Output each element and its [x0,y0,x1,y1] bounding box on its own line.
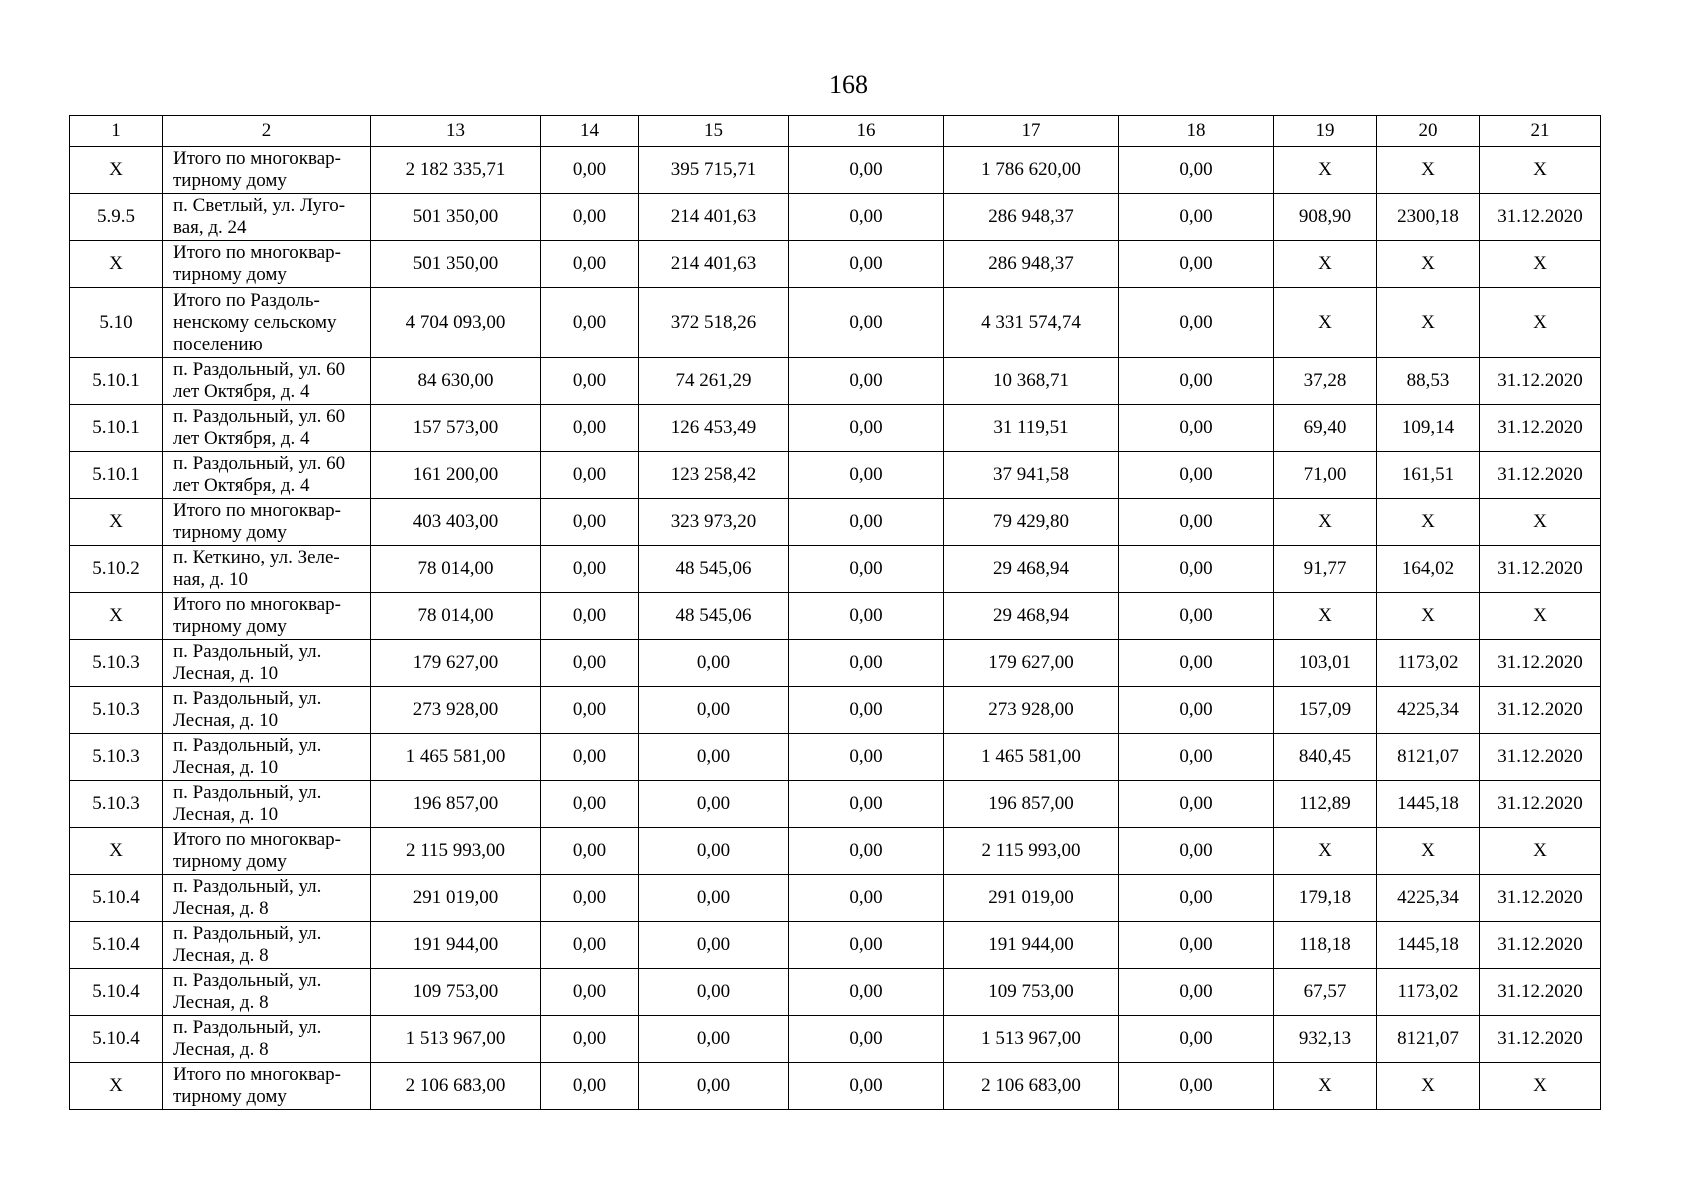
table-cell: 0,00 [789,593,944,640]
table-row [70,828,1601,875]
table-cell: 0,00 [1119,405,1274,452]
table-cell: 31.12.2020 [1480,781,1601,828]
table-cell: 0,00 [789,734,944,781]
table-cell: 403 403,00 [371,499,541,546]
table-cell: 1 786 620,00 [944,147,1119,194]
table-cell: 0,00 [789,828,944,875]
address-cell: п. Раздольный, ул. Лесная, д. 8 [163,875,371,922]
address-cell: Итого по многоквар-тирному дому [163,147,371,194]
table-cell: 0,00 [639,687,789,734]
table-row [70,875,1601,922]
table-cell: X [70,499,163,546]
table-cell: 31.12.2020 [1480,1016,1601,1063]
table-row [70,147,1601,194]
table-cell: 1 513 967,00 [371,1016,541,1063]
table-cell: 0,00 [1119,687,1274,734]
column-header: 16 [789,116,944,147]
table-cell: 4225,34 [1377,687,1480,734]
table-cell: 31.12.2020 [1480,922,1601,969]
table-cell: X [1377,241,1480,288]
table-cell: 179 627,00 [944,640,1119,687]
table-cell: 31.12.2020 [1480,546,1601,593]
table-cell: 0,00 [1119,922,1274,969]
table-cell: 0,00 [789,405,944,452]
table-row [70,288,1601,358]
table-cell: 0,00 [1119,452,1274,499]
table-cell: 37 941,58 [944,452,1119,499]
address-cell: Итого по Раздоль-ненскому сельскому поселению [163,288,371,358]
table-cell: 0,00 [1119,288,1274,358]
table-cell: 31.12.2020 [1480,452,1601,499]
table-cell: 0,00 [1119,640,1274,687]
table-cell: 214 401,63 [639,241,789,288]
table-cell: 157,09 [1274,687,1377,734]
table-cell: 8121,07 [1377,1016,1480,1063]
table-cell: 0,00 [1119,499,1274,546]
table-cell: 0,00 [789,288,944,358]
table-cell: 5.10.2 [70,546,163,593]
table-cell: 196 857,00 [371,781,541,828]
table-cell: 0,00 [541,499,639,546]
address-cell: п. Раздольный, ул. Лесная, д. 10 [163,734,371,781]
table-cell: 0,00 [541,828,639,875]
table-row [70,194,1601,241]
table-cell: 0,00 [541,1063,639,1110]
table-cell: X [1274,147,1377,194]
table-cell: 0,00 [789,358,944,405]
table-cell: 5.10.3 [70,734,163,781]
table-cell: 2 115 993,00 [371,828,541,875]
table-cell: 69,40 [1274,405,1377,452]
table-cell: 109 753,00 [944,969,1119,1016]
table-cell: X [1480,593,1601,640]
column-header: 2 [163,116,371,147]
table-cell: X [1274,593,1377,640]
column-header: 17 [944,116,1119,147]
table-cell: 2 182 335,71 [371,147,541,194]
table-cell: 0,00 [541,358,639,405]
table-cell: 103,01 [1274,640,1377,687]
table-cell: 5.10.4 [70,922,163,969]
table-cell: 123 258,42 [639,452,789,499]
table-cell: X [70,593,163,640]
table-cell: 1445,18 [1377,922,1480,969]
table-cell: 161 200,00 [371,452,541,499]
address-cell: п. Раздольный, ул. Лесная, д. 10 [163,640,371,687]
table-row [70,452,1601,499]
table-cell: 0,00 [541,687,639,734]
address-cell: Итого по многоквар-тирному дому [163,828,371,875]
table-header-row [70,116,1601,147]
column-header: 20 [1377,116,1480,147]
table-cell: 0,00 [789,687,944,734]
column-header: 19 [1274,116,1377,147]
table-cell: X [70,1063,163,1110]
table-cell: X [1377,593,1480,640]
table-cell: 0,00 [541,969,639,1016]
table-cell: 10 368,71 [944,358,1119,405]
table-cell: 0,00 [1119,546,1274,593]
table-cell: X [70,241,163,288]
column-header: 15 [639,116,789,147]
table-cell: 31.12.2020 [1480,405,1601,452]
table-cell: 118,18 [1274,922,1377,969]
column-header: 21 [1480,116,1601,147]
table-cell: 0,00 [541,593,639,640]
table-cell: X [1377,828,1480,875]
table-cell: 48 545,06 [639,593,789,640]
table-cell: 0,00 [639,781,789,828]
table-cell: 0,00 [1119,147,1274,194]
table-cell: 5.10.1 [70,358,163,405]
table-row [70,922,1601,969]
table-cell: X [1480,499,1601,546]
table-cell: 179 627,00 [371,640,541,687]
table-cell: 395 715,71 [639,147,789,194]
table-cell: 191 944,00 [944,922,1119,969]
table-cell: 5.10 [70,288,163,358]
table-cell: 88,53 [1377,358,1480,405]
address-cell: п. Раздольный, ул. Лесная, д. 8 [163,969,371,1016]
table-cell: X [1377,499,1480,546]
table-cell: 84 630,00 [371,358,541,405]
table-cell: 0,00 [541,1016,639,1063]
table-cell: 0,00 [789,781,944,828]
table-cell: 74 261,29 [639,358,789,405]
table-cell: 0,00 [639,828,789,875]
table-cell: X [1480,1063,1601,1110]
table-cell: X [1274,1063,1377,1110]
table-cell: 164,02 [1377,546,1480,593]
address-cell: п. Раздольный, ул. Лесная, д. 8 [163,922,371,969]
table-cell: 1 513 967,00 [944,1016,1119,1063]
address-cell: п. Раздольный, ул. 60 лет Октября, д. 4 [163,452,371,499]
table-cell: 5.10.4 [70,969,163,1016]
table-cell: 0,00 [1119,781,1274,828]
address-cell: п. Раздольный, ул. 60 лет Октября, д. 4 [163,358,371,405]
table-cell: 0,00 [541,734,639,781]
table-cell: 29 468,94 [944,546,1119,593]
table-cell: 0,00 [1119,734,1274,781]
table-cell: 0,00 [1119,358,1274,405]
table-row [70,358,1601,405]
table-cell: 273 928,00 [371,687,541,734]
table-cell: 31.12.2020 [1480,194,1601,241]
table-cell: 31.12.2020 [1480,358,1601,405]
table-cell: 5.10.1 [70,452,163,499]
table-cell: 0,00 [1119,1016,1274,1063]
table-cell: 372 518,26 [639,288,789,358]
table-cell: 0,00 [789,1063,944,1110]
table-cell: 0,00 [1119,593,1274,640]
table-cell: 0,00 [789,922,944,969]
address-cell: п. Светлый, ул. Луго-вая, д. 24 [163,194,371,241]
table-cell: 79 429,80 [944,499,1119,546]
table-cell: 0,00 [541,875,639,922]
table-cell: 0,00 [541,781,639,828]
table-cell: 2 115 993,00 [944,828,1119,875]
table-cell: 31 119,51 [944,405,1119,452]
table-cell: 109,14 [1377,405,1480,452]
page-number: 168 [829,70,868,99]
table-cell: 157 573,00 [371,405,541,452]
table-cell: 91,77 [1274,546,1377,593]
table-cell: 214 401,63 [639,194,789,241]
table-row [70,546,1601,593]
table-cell: 179,18 [1274,875,1377,922]
table-cell: 126 453,49 [639,405,789,452]
table-cell: X [70,828,163,875]
table-cell: 0,00 [639,875,789,922]
table-cell: 286 948,37 [944,194,1119,241]
table-cell: 78 014,00 [371,593,541,640]
table-cell: 71,00 [1274,452,1377,499]
table-cell: 0,00 [541,922,639,969]
column-header: 18 [1119,116,1274,147]
table-cell: 0,00 [639,922,789,969]
table-cell: 291 019,00 [944,875,1119,922]
table-row [70,593,1601,640]
table-cell: X [1274,828,1377,875]
table-cell: 31.12.2020 [1480,734,1601,781]
table-cell: 0,00 [789,147,944,194]
table-row [70,734,1601,781]
table-cell: 191 944,00 [371,922,541,969]
address-cell: Итого по многоквар-тирному дому [163,593,371,640]
table-cell: 1 465 581,00 [944,734,1119,781]
address-cell: Итого по многоквар-тирному дому [163,241,371,288]
table-cell: 323 973,20 [639,499,789,546]
table-row [70,1063,1601,1110]
table-cell: 0,00 [639,1063,789,1110]
table-cell: X [1274,499,1377,546]
table-cell: 5.10.1 [70,405,163,452]
table-row [70,1016,1601,1063]
table-cell: X [1480,147,1601,194]
table-cell: 29 468,94 [944,593,1119,640]
table-cell: 1173,02 [1377,640,1480,687]
table-cell: 0,00 [541,288,639,358]
table-cell: 78 014,00 [371,546,541,593]
table-cell: 0,00 [789,241,944,288]
table-cell: 4225,34 [1377,875,1480,922]
table-cell: 0,00 [639,969,789,1016]
table-cell: 501 350,00 [371,194,541,241]
table-cell: 4 331 574,74 [944,288,1119,358]
table-cell: 112,89 [1274,781,1377,828]
table-cell: 161,51 [1377,452,1480,499]
table-cell: 1 465 581,00 [371,734,541,781]
column-header: 13 [371,116,541,147]
table-row [70,499,1601,546]
table-cell: 2 106 683,00 [371,1063,541,1110]
table-cell: 5.10.3 [70,640,163,687]
table-cell: 0,00 [1119,875,1274,922]
table-cell: 0,00 [541,147,639,194]
table-cell: 0,00 [1119,828,1274,875]
table-cell: 4 704 093,00 [371,288,541,358]
table-cell: 67,57 [1274,969,1377,1016]
table-cell: 0,00 [639,734,789,781]
table-cell: 286 948,37 [944,241,1119,288]
table-cell: X [1274,241,1377,288]
table-cell: 0,00 [1119,194,1274,241]
address-cell: п. Кеткино, ул. Зеле-ная, д. 10 [163,546,371,593]
table-cell: 0,00 [639,640,789,687]
table-cell: 0,00 [541,194,639,241]
address-cell: п. Раздольный, ул. Лесная, д. 10 [163,781,371,828]
table-cell: 1445,18 [1377,781,1480,828]
table-row [70,405,1601,452]
table-cell: 0,00 [789,640,944,687]
table-cell: 0,00 [639,1016,789,1063]
table-body [70,147,1601,1110]
table-cell: 0,00 [789,546,944,593]
table-cell: 0,00 [789,452,944,499]
table-cell: 0,00 [541,241,639,288]
table-cell: X [1377,147,1480,194]
table-cell: 273 928,00 [944,687,1119,734]
table-cell: 5.10.3 [70,781,163,828]
table-cell: 0,00 [1119,969,1274,1016]
table-cell: 31.12.2020 [1480,875,1601,922]
table-row [70,781,1601,828]
table-row [70,969,1601,1016]
table-cell: X [1377,1063,1480,1110]
table-cell: 5.9.5 [70,194,163,241]
address-cell: п. Раздольный, ул. Лесная, д. 8 [163,1016,371,1063]
table-cell: 0,00 [789,499,944,546]
table-cell: 0,00 [541,452,639,499]
table-cell: 37,28 [1274,358,1377,405]
table-cell: 8121,07 [1377,734,1480,781]
address-cell: Итого по многоквар-тирному дому [163,499,371,546]
table-cell: X [1377,288,1480,358]
table-row [70,687,1601,734]
table-cell: 291 019,00 [371,875,541,922]
table-cell: 2 106 683,00 [944,1063,1119,1110]
table-cell: 31.12.2020 [1480,969,1601,1016]
table-cell: 0,00 [541,546,639,593]
table-cell: X [1480,288,1601,358]
table-cell: 932,13 [1274,1016,1377,1063]
column-header: 14 [541,116,639,147]
table-cell: X [1480,241,1601,288]
data-table [69,115,1601,1110]
address-cell: п. Раздольный, ул. Лесная, д. 10 [163,687,371,734]
table-cell: 0,00 [541,405,639,452]
address-cell: п. Раздольный, ул. 60 лет Октября, д. 4 [163,405,371,452]
table-cell: 31.12.2020 [1480,640,1601,687]
table-cell: 0,00 [1119,241,1274,288]
address-cell: Итого по многоквар-тирному дому [163,1063,371,1110]
table-cell: 5.10.4 [70,1016,163,1063]
table-cell: 5.10.3 [70,687,163,734]
table-cell: 0,00 [789,1016,944,1063]
table-cell: 0,00 [789,875,944,922]
table-cell: 501 350,00 [371,241,541,288]
table-cell: 0,00 [1119,1063,1274,1110]
table-cell: X [1274,288,1377,358]
table-cell: 48 545,06 [639,546,789,593]
table-row [70,241,1601,288]
table-row [70,640,1601,687]
table-cell: X [1480,828,1601,875]
table-cell: 196 857,00 [944,781,1119,828]
column-header: 1 [70,116,163,147]
table-cell: 1173,02 [1377,969,1480,1016]
table-cell: 31.12.2020 [1480,687,1601,734]
table-cell: 908,90 [1274,194,1377,241]
table-cell: 0,00 [789,969,944,1016]
table-cell: 109 753,00 [371,969,541,1016]
table-cell: 0,00 [789,194,944,241]
table-cell: 0,00 [541,640,639,687]
table-cell: 840,45 [1274,734,1377,781]
table-cell: 2300,18 [1377,194,1480,241]
table-cell: X [70,147,163,194]
table-cell: 5.10.4 [70,875,163,922]
